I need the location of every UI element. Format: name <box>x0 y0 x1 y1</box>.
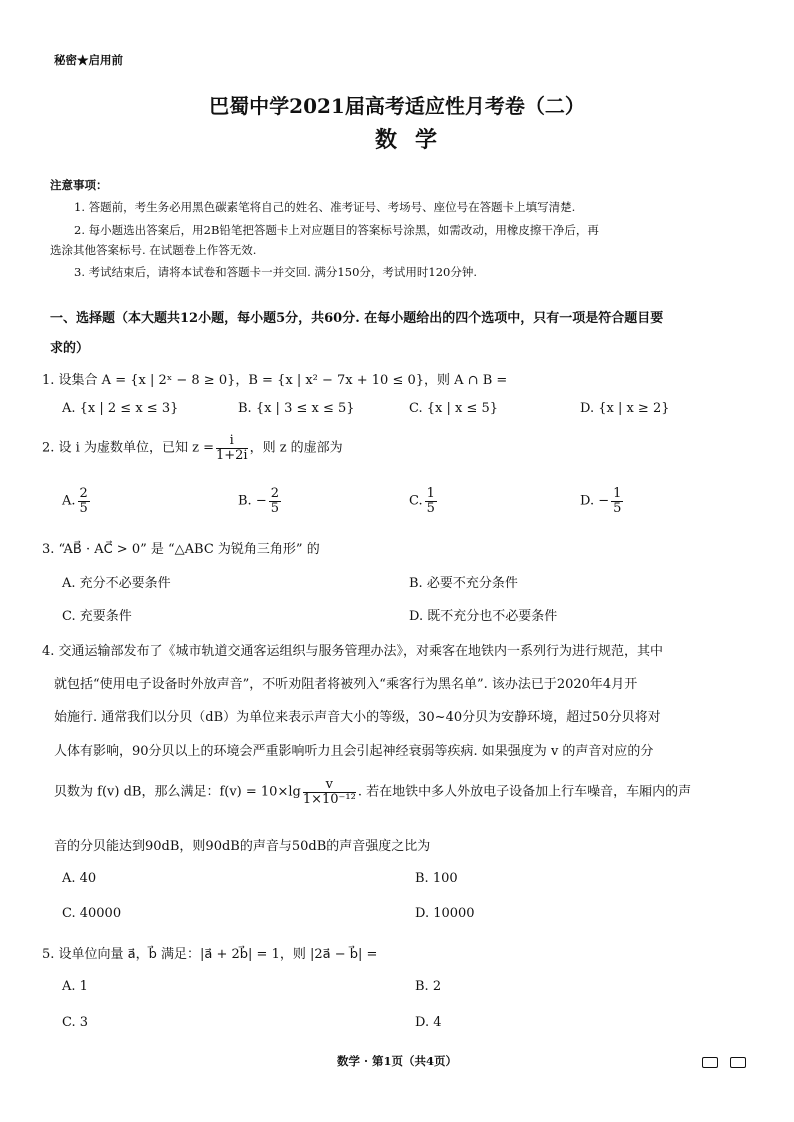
q5-option-d: D. 4 <box>415 1015 442 1030</box>
page-mark-boxes <box>702 1053 758 1072</box>
q2-option-c <box>409 487 439 515</box>
question-4-line-5 <box>54 778 691 806</box>
question-1-stem: 1. 设集合 A = {x | 2ˣ − 8 ≥ 0}，B = {x | x² − 7x + 10 ≤ 0}，则 A ∩ B = <box>42 373 508 388</box>
q1-option-d: D. {x | x ≥ 2} <box>580 401 670 416</box>
question-4-line-2: 就包括“使用电子设备时外放声音”，不听劝阻者将被列入“乘客行为黑名单”. 该办法已于2020年4月开 <box>54 677 638 692</box>
q4-option-d: D. 10000 <box>415 906 475 921</box>
q2-a-num: 2 <box>79 486 88 501</box>
notice-heading: 注意事项： <box>50 178 108 192</box>
exam-title: 巴蜀中学2021届高考适应性月考卷（二） <box>209 94 585 118</box>
q2-option-c-label: C. <box>409 493 423 509</box>
section-heading-cont: 求的） <box>50 341 90 356</box>
q5-option-b: B. 2 <box>415 979 442 994</box>
section-heading: 一、选择题（本大题共12小题，每小题5分，共60分. 在每小题给出的四个选项中，只有一项是符合题目要 <box>50 311 664 326</box>
q2-option-a <box>62 487 92 515</box>
confidential-mark: 秘密★启用前 <box>54 53 123 67</box>
q1-option-c: C. {x | x ≤ 5} <box>409 401 499 416</box>
q4-frac-den: 1×10⁻¹² <box>302 791 356 807</box>
question-4-line-1: 4. 交通运输部发布了《城市轨道交通客运组织与服务管理办法》，对乘客在地铁内一系列行为进行规范，其中 <box>42 644 664 659</box>
page-mark-box-icon <box>702 1057 718 1068</box>
notice-item-2: 2. 每小题选出答案后，用2B铅笔把答题卡上对应题目的答案标号涂黑，如需改动，用橡皮擦干净后，再 <box>74 223 599 237</box>
q2-a-den: 5 <box>79 500 88 516</box>
page-footer: 数学 · 第1页（共4页） <box>336 1054 457 1068</box>
q2-option-b <box>238 487 283 515</box>
question-2-stem <box>42 434 343 462</box>
q2-option-b-label: B. − <box>238 493 267 509</box>
q2-option-d-label: D. − <box>580 493 610 509</box>
q2-option-a-label: A. <box>62 493 76 509</box>
q2-stem-pre: 2. 设 i 为虚数单位，已知 z = <box>42 440 214 456</box>
q2-c-num: 1 <box>426 486 435 501</box>
notice-item-2-cont: 选涂其他答案标号. 在试题卷上作答无效. <box>50 243 257 257</box>
q4-formula-fraction <box>303 778 356 806</box>
q5-option-a: A. 1 <box>62 979 88 994</box>
q2-d-den: 5 <box>613 500 622 516</box>
q2-stem-post: ，则 z 的虚部为 <box>249 440 343 456</box>
notice-item-1: 1. 答题前，考生务必用黑色碳素笔将自己的姓名、准考证号、考场号、座位号在答题卡上填写清楚. <box>74 200 576 214</box>
q2-frac-num: i <box>216 434 248 449</box>
q5-option-c: C. 3 <box>62 1015 89 1030</box>
q4-frac-num: v <box>303 778 356 793</box>
question-3-stem: 3. “AB⃗ · AC⃗ > 0” 是 “△ABC 为锐角三角形” 的 <box>42 542 320 557</box>
q1-option-b: B. {x | 3 ≤ x ≤ 5} <box>238 401 355 416</box>
q2-b-num: 2 <box>270 486 279 501</box>
q3-option-b: B. 必要不充分条件 <box>409 576 518 591</box>
q2-c-den: 5 <box>426 500 435 516</box>
q4-option-c: C. 40000 <box>62 906 122 921</box>
q4-option-a: A. 40 <box>62 871 97 886</box>
q1-option-a: A. {x | 2 ≤ x ≤ 3} <box>62 401 179 416</box>
subject-title: 数学 <box>374 127 455 153</box>
q2-fraction <box>216 434 248 462</box>
question-4-line-4: 人体有影响，90分贝以上的环境会严重影响听力且会引起神经衰弱等疾病. 如果强度为 v 的声音对应的分 <box>54 744 654 759</box>
question-5-stem: 5. 设单位向量 a⃗，b⃗ 满足：|a⃗ + 2b⃗| = 1，则 |2a⃗ − b⃗| = <box>42 947 378 962</box>
notice-item-3: 3. 考试结束后，请将本试卷和答题卡一并交回. 满分150分，考试用时120分钟. <box>74 265 477 279</box>
page-mark-box-icon <box>730 1057 746 1068</box>
q3-option-a: A. 充分不必要条件 <box>62 576 171 591</box>
q4-formula-pre: 贝数为 f(v) dB，那么满足：f(v) = 10×lg <box>54 784 301 800</box>
q3-option-c: C. 充要条件 <box>62 609 132 624</box>
q4-formula-post: . 若在地铁中多人外放电子设备加上行车噪音，车厢内的声 <box>357 784 692 800</box>
question-4-line-6: 音的分贝能达到90dB，则90dB的声音与50dB的声音强度之比为 <box>54 839 431 854</box>
q2-option-d <box>580 487 625 515</box>
q2-d-num: 1 <box>613 486 622 501</box>
q4-option-b: B. 100 <box>415 871 458 886</box>
q3-option-d: D. 既不充分也不必要条件 <box>409 609 558 624</box>
question-4-line-3: 始施行. 通常我们以分贝（dB）为单位来表示声音大小的等级，30~40分贝为安静环境，超过50分贝将对 <box>54 710 661 725</box>
q2-b-den: 5 <box>270 500 279 516</box>
q2-frac-den: 1+2i <box>215 447 248 463</box>
